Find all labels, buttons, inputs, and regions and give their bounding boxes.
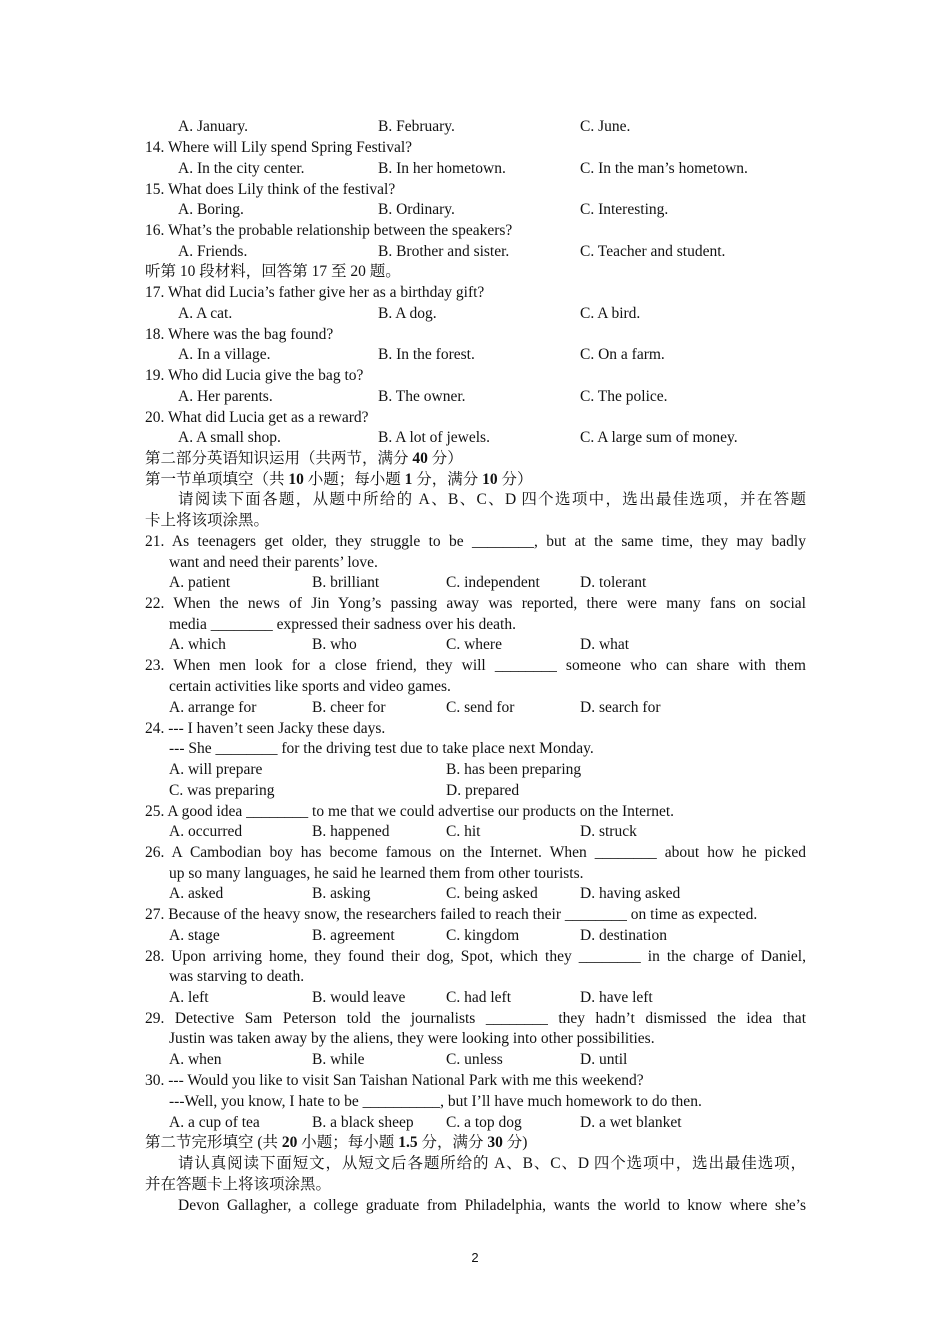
q30-option-b: B. a black sheep: [312, 1114, 414, 1131]
q30-option-a: A. a cup of tea: [169, 1114, 260, 1131]
section2-instructions-cont: 并在答题卡上将该项涂黑。: [145, 1176, 332, 1193]
q22-stem-cont: media ________ expressed their sadness over his death.: [169, 616, 516, 633]
q21-option-b: B. brilliant: [312, 574, 380, 591]
section1-heading: 第一节单项填空（共 10 小题；每小题 1 分，满分 10 分）: [145, 471, 533, 488]
q22-option-a: A. which: [169, 636, 226, 653]
q26-option-b: B. asking: [312, 885, 371, 902]
q25-stem: 25. A good idea ________ to me that we could advertise our products on the Internet.: [145, 803, 675, 820]
q17-stem: 17. What did Lucia’s father give her as a birthday gift?: [145, 284, 485, 301]
q27-option-b: B. agreement: [312, 927, 395, 944]
q19-stem: 19. Who did Lucia give the bag to?: [145, 367, 364, 384]
q24-stem-cont: --- She ________ for the driving test due to take place next Monday.: [169, 740, 594, 757]
section1-instructions-cont: 卡上将该项涂黑。: [145, 512, 270, 529]
q27-stem: 27. Because of the heavy snow, the researchers failed to reach their ________ on time as expected.: [145, 906, 758, 923]
q16-stem: 16. What’s the probable relationship between the speakers?: [145, 222, 513, 239]
q25-option-b: B. happened: [312, 823, 390, 840]
q15-option-a: A. Boring.: [178, 201, 244, 218]
q26-stem-cont: up so many languages, he said he learned them from other tourists.: [169, 865, 584, 882]
q30-option-c: C. a top dog: [446, 1114, 522, 1131]
q21-option-d: D. tolerant: [580, 574, 647, 591]
q29-option-c: C. unless: [446, 1051, 503, 1068]
q15-option-b: B. Ordinary.: [378, 201, 455, 218]
q18-option-a: A. In a village.: [178, 346, 271, 363]
q14-option-b: B. In her hometown.: [378, 160, 506, 177]
q28-stem-cont: was starving to death.: [169, 968, 305, 985]
q16-option-a: A. Friends.: [178, 243, 248, 260]
q27-option-a: A. stage: [169, 927, 220, 944]
q30-option-d: D. a wet blanket: [580, 1114, 682, 1131]
q22-option-c: C. where: [446, 636, 502, 653]
q30-stem: 30. --- Would you like to visit San Taishan National Park with me this weekend?: [145, 1072, 644, 1089]
section-10-heading: 听第 10 段材料，回答第 17 至 20 题。: [145, 263, 401, 280]
q16-option-c: C. Teacher and student.: [580, 243, 726, 260]
q13-option-c: C. June.: [580, 118, 631, 135]
q29-option-b: B. while: [312, 1051, 365, 1068]
q26-option-d: D. having asked: [580, 885, 681, 902]
q26-option-a: A. asked: [169, 885, 224, 902]
q19-option-a: A. Her parents.: [178, 388, 273, 405]
q22-stem: 22. When the news of Jin Yong’s passing away was reported, there were many fans on social: [145, 595, 806, 612]
q13-option-b: B. February.: [378, 118, 455, 135]
section2-instructions: 请认真阅读下面短文，从短文后各题所给的 A、B、C、D 四个选项中，选出最佳选项，: [178, 1155, 806, 1172]
q24-option-b: B. has been preparing: [446, 761, 582, 778]
q24-stem: 24. --- I haven’t seen Jacky these days.: [145, 720, 386, 737]
q20-stem: 20. What did Lucia get as a reward?: [145, 409, 369, 426]
q16-option-b: B. Brother and sister.: [378, 243, 510, 260]
q20-option-b: B. A lot of jewels.: [378, 429, 490, 446]
q22-option-d: D. what: [580, 636, 630, 653]
q25-option-d: D. struck: [580, 823, 637, 840]
q26-stem: 26. A Cambodian boy has become famous on the Internet. When ________ about how he picked: [145, 844, 806, 861]
q18-option-b: B. In the forest.: [378, 346, 475, 363]
q30-stem-cont: ---Well, you know, I hate to be __________, but I’ll have much homework to do then.: [169, 1093, 702, 1110]
section2-heading: 第二节完形填空 (共 20 小题；每小题 1.5 分，满分 30 分): [145, 1134, 528, 1151]
q21-stem-cont: want and need their parents’ love.: [169, 554, 378, 571]
q21-stem: 21. As teenagers get older, they struggle to be ________, but at the same time, they may badly: [145, 533, 806, 550]
q19-option-c: C. The police.: [580, 388, 668, 405]
q20-option-a: A. A small shop.: [178, 429, 281, 446]
q20-option-c: C. A large sum of money.: [580, 429, 738, 446]
q29-option-d: D. until: [580, 1051, 628, 1068]
q28-stem: 28. Upon arriving home, they found their dog, Spot, which they ________ in the charge of Daniel,: [145, 948, 806, 965]
q19-option-b: B. The owner.: [378, 388, 466, 405]
q18-option-c: C. On a farm.: [580, 346, 665, 363]
q23-stem-cont: certain activities like sports and video games.: [169, 678, 451, 695]
q22-option-b: B. who: [312, 636, 357, 653]
q18-stem: 18. Where was the bag found?: [145, 326, 334, 343]
q23-option-c: C. send for: [446, 699, 515, 716]
q29-stem-cont: Justin was taken away by the aliens, they were looking into other possibilities.: [169, 1030, 655, 1047]
q15-stem: 15. What does Lily think of the festival?: [145, 181, 396, 198]
q28-option-c: C. had left: [446, 989, 511, 1006]
part2-heading: 第二部分英语知识运用（共两节，满分 40 分）: [145, 450, 463, 467]
page-number: 2: [471, 1250, 479, 1265]
q28-option-b: B. would leave: [312, 989, 406, 1006]
q24-option-d: D. prepared: [446, 782, 520, 799]
q14-stem: 14. Where will Lily spend Spring Festival?: [145, 139, 413, 156]
q17-option-a: A. A cat.: [178, 305, 233, 322]
q25-option-a: A. occurred: [169, 823, 243, 840]
q14-option-c: C. In the man’s hometown.: [580, 160, 748, 177]
q21-option-c: C. independent: [446, 574, 540, 591]
q24-option-a: A. will prepare: [169, 761, 263, 778]
q21-option-a: A. patient: [169, 574, 231, 591]
section1-instructions: 请阅读下面各题，从题中所给的 A、B、C、D 四个选项中，选出最佳选项，并在答题: [178, 491, 806, 508]
q29-option-a: A. when: [169, 1051, 222, 1068]
q14-option-a: A. In the city center.: [178, 160, 305, 177]
q13-option-a: A. January.: [178, 118, 249, 135]
q27-option-d: D. destination: [580, 927, 667, 944]
q23-stem: 23. When men look for a close friend, they will ________ someone who can share with them: [145, 657, 806, 674]
q17-option-c: C. A bird.: [580, 305, 641, 322]
q25-option-c: C. hit: [446, 823, 481, 840]
q23-option-d: D. search for: [580, 699, 661, 716]
q17-option-b: B. A dog.: [378, 305, 437, 322]
q23-option-a: A. arrange for: [169, 699, 257, 716]
q28-option-d: D. have left: [580, 989, 653, 1006]
cloze-passage-first-line: Devon Gallagher, a college graduate from Philadelphia, wants the world to know where she’s: [178, 1197, 806, 1214]
q23-option-b: B. cheer for: [312, 699, 386, 716]
q29-stem: 29. Detective Sam Peterson told the journalists ________ they hadn’t dismissed the idea that: [145, 1010, 806, 1027]
q15-option-c: C. Interesting.: [580, 201, 669, 218]
q27-option-c: C. kingdom: [446, 927, 520, 944]
q24-option-c: C. was preparing: [169, 782, 275, 799]
q26-option-c: C. being asked: [446, 885, 538, 902]
q28-option-a: A. left: [169, 989, 209, 1006]
